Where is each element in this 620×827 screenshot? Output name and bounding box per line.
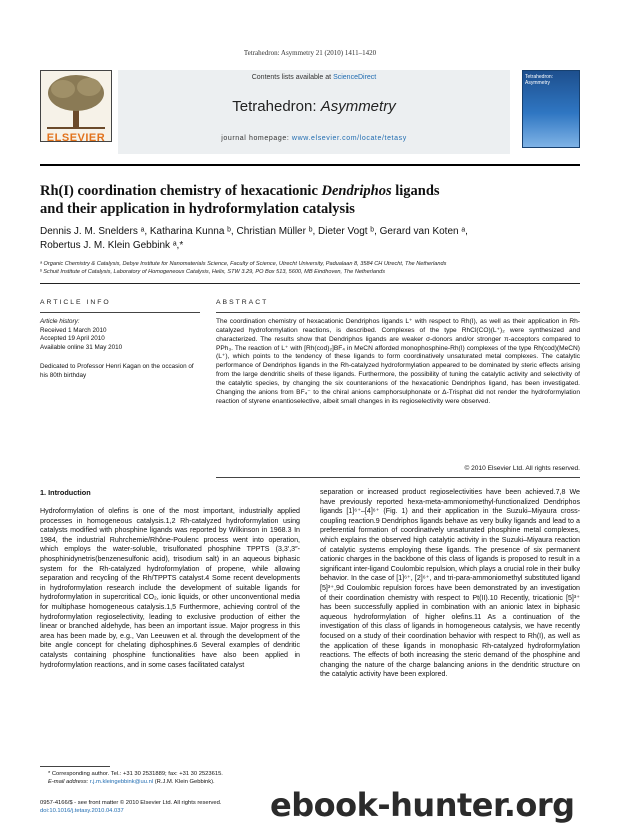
email-label: E-mail address: [48,779,90,785]
email-suffix: (R.J.M. Klein Gebbink). [153,779,215,785]
received-date: Received 1 March 2010 [40,326,107,334]
issn-line: 0957-4166/$ - see front matter © 2010 Elsevier Ltd. All rights reserved. [40,800,222,806]
contents-prefix: Contents lists available at [251,74,334,81]
homepage-prefix: journal homepage: [221,135,292,142]
front-matter [40,799,300,815]
journal-prefix: Tetrahedron: [232,98,321,115]
section-rule [40,283,580,284]
title-part: ligands [391,183,440,199]
article-title [40,182,580,218]
journal-homepage [118,135,510,142]
tree-icon [41,71,111,133]
journal-name: Asymmetry [320,98,396,115]
intro-column-2: separation or increased product regioselectivities have been achieved.7,8 We have previously reported hexa-meta-ammoniomethyl-functionalized Dendriphos ligands [1]⁶⁺–[4]⁶⁺ (Fig. 1) and their application in the Suzuki–Miyaura cross-coupling reaction.9 Dendriphos ligands behave as very bulky ligands and lead to a preferential formation of coordinatively unsaturated phosphine metal complexes, which explains the observed high catalytic activity in the Suzuki–Miyaura reaction of catalytic systems employing these ligands. The presence of six permanent cationic charges in the backbone of this class of ligands is proposed to result in a significant inter-ligand Coulombic repulsion, which plays a crucial role in their bulky behavior. In the case of [1]⁶⁺, [2]⁶⁺, and tri-para-ammoniomethyl substituted ligand [5]³⁺,9d Coulombic repulsion forces have been demonstrated by an investigation of their coordination chemistry with respect to Pt(II).10 Recently, tricationic [5]³⁺ has been successfully applied in combination with an anionic latex in biphasic aqueous hydroformylation of higher olefins.11 As a continuation of the investigation of this class of ligands in homogeneous catalysis, we have recently focused on a study of their coordination behavior with respect to Rh(I), as well as the application of these ligands in monophasic Rh-catalyzed hydroformylation reactions. The effects of both increasing the steric demand of the phosphine and changing the nature of the charge balancing anions in the dendritic structure on the catalytic activity have been explored. [320,488,580,679]
footnote [48,770,308,786]
sciencedirect-link[interactable]: ScienceDirect [333,74,377,81]
history-label: Article history: [40,318,80,325]
authors-line-1: Dennis J. M. Snelders ᵃ, Katharina Kunna ᵇ, Christian Müller ᵇ, Dieter Vogt ᵇ, Gerard van Koten ᵃ, [40,226,468,237]
affiliations [40,260,580,276]
watermark: ebook-hunter.org [270,786,575,824]
dedication: Dedicated to Professor Henri Kagan on the occasion of his 80th birthday [40,363,194,379]
abstract-end-rule [216,477,580,478]
running-head: Tetrahedron: Asymmetry 21 (2010) 1411–1420 [243,49,377,57]
abstract-text: The coordination chemistry of hexacationic Dendriphos ligands L⁺ with respect to Rh(I), as well as their application in Rh-catalyzed hydroformylation reactions, is described. Complexes of the type RhCl(CO)(L⁺)₂ were synthesized and characterized. The results show that Dendriphos ligands are weaker σ-donors and/or stronger π-acceptors compared to PPh₃. The reaction of L⁺ with [Rh(cod)₂]BF₄ in MeCN afforded monophosphine-Rh(I) complexes of the type Rh(cod)(MeCN)(L⁺), which points to the tendency of these ligands to form coordinatively unsaturated metal complexes. The catalytic performance of Dendriphos ligands in the Rh-catalyzed hydroformylation appeared to be dominated by steric effects arising from the large dendritic shells of these ligands. Furthermore, the possibility of tuning the catalytic activity and selectivity of the catalytic species, by changing the six counteranions of the hexacationic Dendriphos ligand, has been investigated. Changing the anions from BF₄⁻ to the chiral anions camphorsulphonate or Δ-Trisphat did not render the hydroformylation reaction of styrene enantioselective, albeit small changes in its regioselectivity were observed. [216,318,580,405]
header-rule [40,164,580,166]
intro-column-1: Hydroformylation of olefins is one of the most important, industrially applied processes in homogeneous catalysis.1,2 Rh-catalyzed hydroformylation using catalysts modified with phosphine ligands was reported by Wilkinson in 1968.3 In 1984, the industrial Ruhrchemie/Rhône-Poulenc process went into operation, which employs the water-soluble, trisulfonated phosphine TPPTS (3,3′,3″-phosphinidynetris(benzenesulfonic acid), trisodium salt) in an aqueous biphasic system for the Rh-catalyzed hydroformylation of propene, while allowing separation and recycling of the Rh/TPPTS catalyst.4 Some recent developments in hydroformylation research include the development of suitable ligands for hydroformylation in supercritical CO₂, ionic liquids, or other unconventional media for multiphase homogeneous catalysis.1,5 Furthermore, achieving control of the hydroformylation regioselectivity, leading to exclusive production of either the linear or branched aldehyde, has been an important issue. Major progress in this area has been made by, e.g., Van Leeuwen et al. through the development of the bite angle concept for chelating diphosphines.6 Several examples of dendritic catalysts containing phosphine functionalities have also been applied in hydroformylation reactions, and in some cases facilitated catalyst [40,507,300,669]
abstract-heading: ABSTRACT [216,299,269,306]
affiliation-b: ᵇ Schuit Institute of Catalysis, Laboratory of Homogeneous Catalysis, Helix, STW 3.29, PO Box 513, 5600, MB Eindhoven, The Netherlands [40,269,385,275]
journal-title [118,98,510,115]
title-part: Rh(I) coordination chemistry of hexacationic [40,183,322,199]
email-line [48,778,308,786]
journal-cover-title: Tetrahedron: Asymmetry [525,74,554,86]
homepage-link[interactable]: www.elsevier.com/locate/tetasy [291,135,407,142]
footnote-rule [40,766,110,767]
info-rule [40,312,200,313]
email-link[interactable]: r.j.m.kleingebbink@uu.nl [89,779,154,785]
introduction-heading: 1. Introduction [40,488,91,497]
author-list [40,225,580,253]
abstract-rule [216,312,580,313]
article-info-heading: ARTICLE INFO [40,299,111,306]
affiliation-a: ᵃ Organic Chemistry & Catalysis, Debye Institute for Nanomaterials Science, Faculty of Science, Utrecht University, Padualaan 8, 3584 CH Utrecht, The Netherlands [40,261,447,267]
title-line-2: and their application in hydroformylation catalysis [40,201,355,217]
copyright: © 2010 Elsevier Ltd. All rights reserved. [464,465,580,472]
title-italic: Dendriphos [321,183,392,199]
corresponding-author: * Corresponding author. Tel.: +31 30 2531889; fax: +31 30 2523615. [48,771,223,777]
authors-line-2: Robertus J. M. Klein Gebbink ᵃ,* [40,240,184,251]
accepted-date: Accepted 19 April 2010 [40,335,105,342]
doi-link[interactable]: doi:10.1016/j.tetasy.2010.04.037 [40,808,124,814]
online-date: Available online 31 May 2010 [40,343,123,351]
article-history [40,318,200,352]
publisher-name: ELSEVIER [46,132,106,144]
contents-line [118,74,510,81]
